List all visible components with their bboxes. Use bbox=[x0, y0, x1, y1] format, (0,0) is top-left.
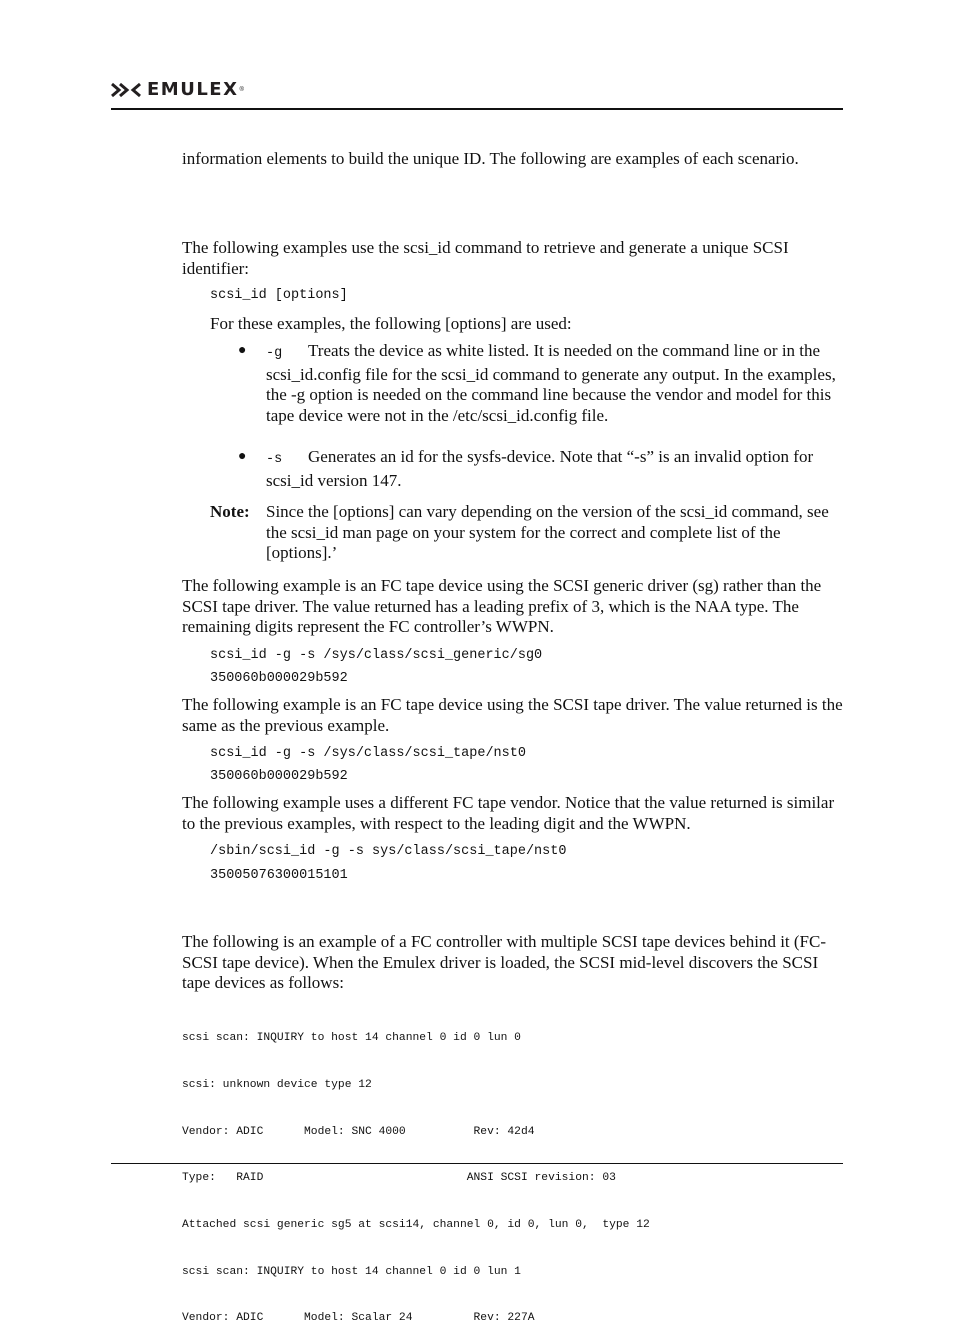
brand-name: EMULEX bbox=[147, 79, 239, 100]
example2-paragraph: The following example is an FC tape device using the SCSI tape driver. The value returned is the same as the previous example. bbox=[182, 695, 843, 735]
multi-device-paragraph: The following is an example of a FC controller with multiple SCSI tape devices behind it (FC-SCSI tape device). When the Emulex driver is loaded, the SCSI mid-level discovers the SCSI tape devices as follows: bbox=[182, 932, 826, 992]
option-flag: -s bbox=[266, 452, 283, 467]
emulex-mark-icon bbox=[111, 82, 141, 98]
option-text: Treats the device as white listed. It is needed on the command line or in the scsi_id.config file for the scsi_id command to generate any output. In the examples, the -g option is needed on the command line because the vendor and model for this tape device were not in the /etc/scsi_id.config file. bbox=[266, 341, 836, 425]
note-label: Note: bbox=[210, 502, 250, 521]
note-text: Since the [options] can vary depending on the version of the scsi_id command, see the scsi_id man page on your system for the correct and complete list of the [options].’ bbox=[266, 502, 829, 562]
log-line: Vendor: ADIC Model: Scalar 24 Rev: 227A bbox=[182, 1312, 535, 1324]
bullet-icon: ● bbox=[238, 449, 247, 464]
example2-output: 350060b000029b592 bbox=[210, 769, 348, 784]
emulex-logo bbox=[111, 80, 244, 100]
option-s-item bbox=[266, 447, 844, 491]
bullet-icon: ● bbox=[238, 343, 247, 358]
log-line: Attached scsi generic sg5 at scsi14, channel 0, id 0, lun 0, type 12 bbox=[182, 1219, 650, 1231]
intro-paragraph: information elements to build the unique ID. The following are examples of each scenario. bbox=[182, 149, 799, 168]
header-rule bbox=[111, 108, 843, 110]
option-g-item bbox=[266, 341, 844, 426]
log-line: scsi: unknown device type 12 bbox=[182, 1079, 372, 1091]
example1-paragraph: The following example is an FC tape device using the SCSI generic driver (sg) rather than the SCSI tape driver. The value returned has a leading prefix of 3, which is the NAA type. The remaining digits represent the FC controller’s WWPN. bbox=[182, 576, 822, 636]
options-intro: For these examples, the following [options] are used: bbox=[210, 314, 572, 333]
example1-output: 350060b000029b592 bbox=[210, 671, 348, 686]
example1-command: scsi_id -g -s /sys/class/scsi_generic/sg0 bbox=[210, 648, 543, 663]
scsi-log-block bbox=[182, 1003, 650, 1339]
log-line: Type: RAID ANSI SCSI revision: 03 bbox=[182, 1172, 616, 1184]
example2-command: scsi_id -g -s /sys/class/scsi_tape/nst0 bbox=[210, 746, 526, 761]
example3-paragraph: The following example uses a different FC tape vendor. Notice that the value returned is similar to the previous examples, with respect to the leading digit and the WWPN. bbox=[182, 793, 835, 833]
example3-command: /sbin/scsi_id -g -s sys/class/scsi_tape/nst0 bbox=[210, 844, 567, 859]
log-line: Vendor: ADIC Model: SNC 4000 Rev: 42d4 bbox=[182, 1126, 535, 1138]
option-flag: -g bbox=[266, 346, 283, 361]
example3-output: 35005076300015101 bbox=[210, 868, 348, 883]
syntax-code: scsi_id [options] bbox=[210, 288, 348, 303]
footer-rule bbox=[111, 1163, 843, 1164]
trademark-mark: ® bbox=[239, 87, 244, 93]
examples-intro-paragraph: The following examples use the scsi_id command to retrieve and generate a unique SCSI identifier: bbox=[182, 238, 789, 278]
option-text: Generates an id for the sysfs-device. Note that “-s” is an invalid option for scsi_id version 147. bbox=[266, 447, 814, 490]
log-line: scsi scan: INQUIRY to host 14 channel 0 id 0 lun 1 bbox=[182, 1266, 521, 1278]
log-line: scsi scan: INQUIRY to host 14 channel 0 id 0 lun 0 bbox=[182, 1032, 521, 1044]
